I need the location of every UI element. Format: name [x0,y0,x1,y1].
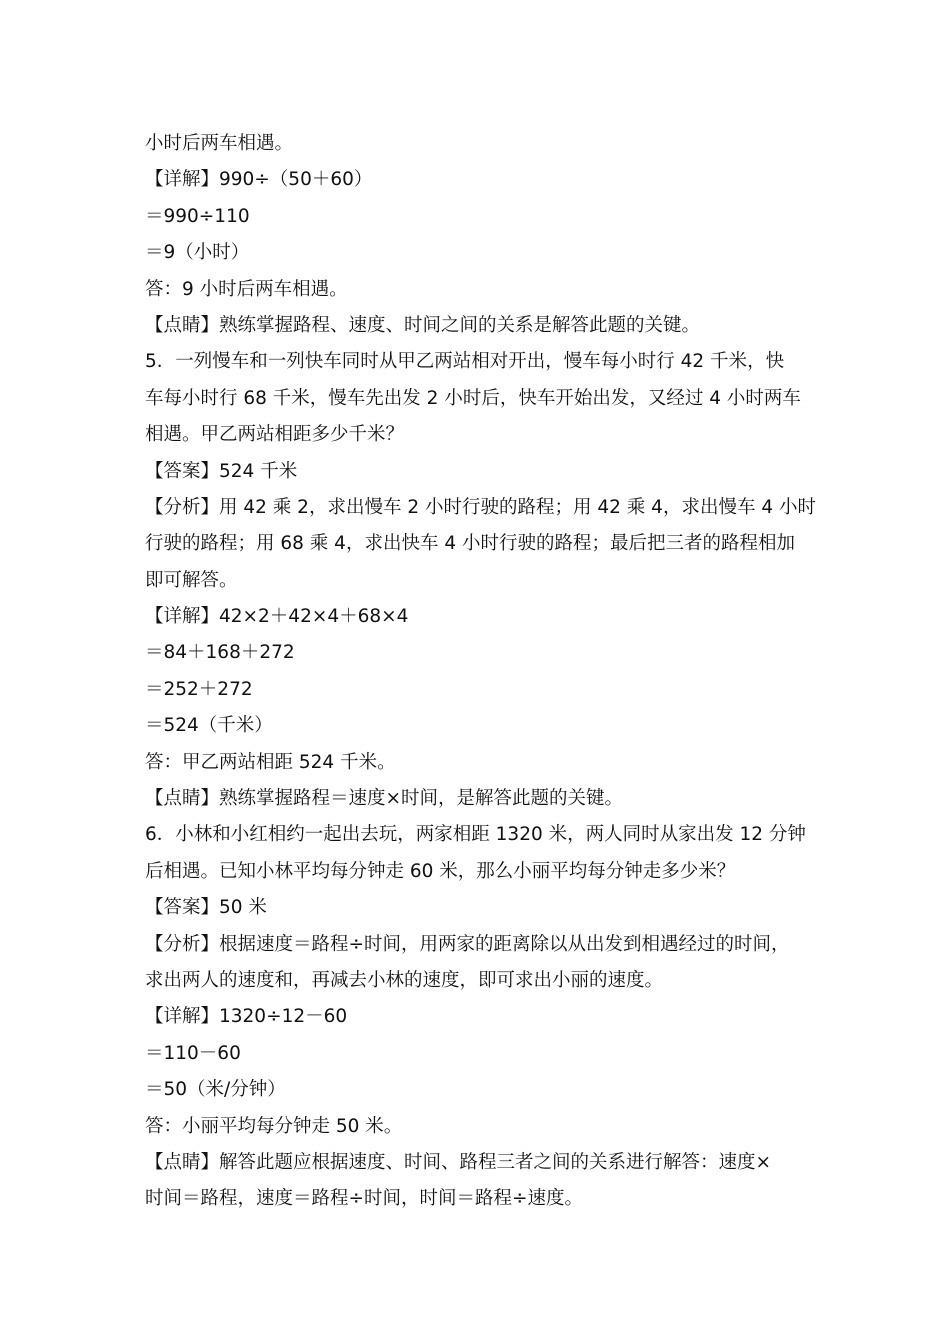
text-line: 5．一列慢车和一列快车同时从甲乙两站相对开出，慢车每小时行 42 千米，快 [145,351,785,373]
text-line: ＝110－60 [145,1042,241,1064]
text-line: 【答案】524 千米 [145,460,298,482]
text-line: ＝524（千米） [145,715,273,737]
text-line: 答：9 小时后两车相遇。 [145,278,348,300]
text-line: 行驶的路程；用 68 乘 4，求出快车 4 小时行驶的路程；最后把三者的路程相加 [145,533,795,555]
text-line: 即可解答。 [145,569,238,591]
text-line: ＝252＋272 [145,678,253,700]
document-body [145,126,816,1218]
text-line: 答：甲乙两站相距 524 千米。 [145,751,396,773]
text-line: 【点睛】解答此题应根据速度、时间、路程三者之间的关系进行解答：速度× [145,1151,772,1173]
text-line: 【详解】990÷（50＋60） [145,169,373,191]
text-line: 【分析】根据速度＝路程÷时间，用两家的距离除以从出发到相遇经过的时间， [145,933,790,955]
text-line: 答：小丽平均每分钟走 50 米。 [145,1115,403,1137]
text-line: 【详解】1320÷12－60 [145,1006,348,1028]
text-line: 【详解】42×2＋42×4＋68×4 [145,606,409,628]
text-line: ＝990÷110 [145,205,250,227]
text-line: ＝9（小时） [145,242,250,264]
text-line: 6．小林和小红相约一起出去玩，两家相距 1320 米，两人同时从家出发 12 分钟 [145,824,806,846]
text-line: 小时后两车相遇。 [145,133,294,154]
text-line: 【分析】用 42 乘 2，求出慢车 2 小时行驶的路程；用 42 乘 4，求出慢车 4 小时 [145,496,816,518]
text-line: ＝50（米/分钟） [145,1079,286,1101]
text-line: 后相遇。已知小林平均每分钟走 60 米，那么小丽平均每分钟走多少米？ [145,860,736,882]
text-line: 【点睛】熟练掌握路程＝速度×时间，是解答此题的关键。 [145,788,624,810]
text-line: 【答案】50 米 [145,897,267,919]
text-line: 时间＝路程，速度＝路程÷时间，时间＝路程÷速度。 [145,1188,584,1210]
text-line: ＝84＋168＋272 [145,642,295,664]
text-line: 相遇。甲乙两站相距多少千米？ [145,424,405,446]
text-line: 【点睛】熟练掌握路程、速度、时间之间的关系是解答此题的关键。 [145,314,701,336]
text-line: 车每小时行 68 千米，慢车先出发 2 小时后，快车开始出发，又经过 4 小时两车 [145,387,801,409]
text-line: 求出两人的速度和，再减去小林的速度，即可求出小丽的速度。 [145,969,664,991]
